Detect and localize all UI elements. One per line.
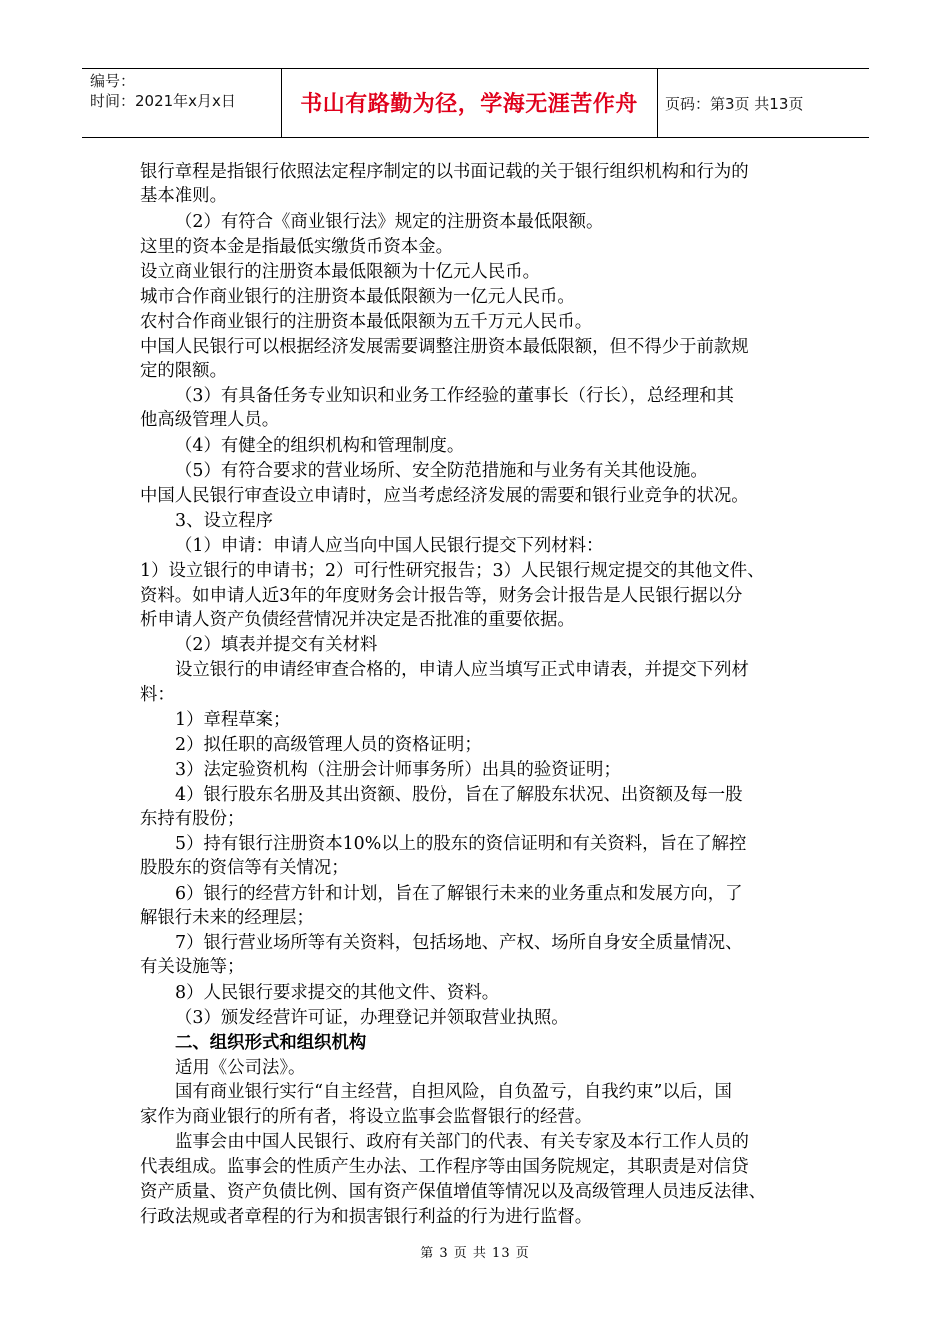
body-line: （2）填表并提交有关材料 — [175, 635, 378, 655]
body-line: 监事会由中国人民银行、政府有关部门的代表、有关专家及本行工作人员的 — [175, 1132, 749, 1152]
body-line: 定的限额。 — [140, 361, 227, 381]
page-footer: 第 3 页 共 13 页 — [420, 1246, 530, 1261]
body-line: 农村合作商业银行的注册资本最低限额为五千万元人民币。 — [140, 312, 593, 332]
body-line: 股股东的资信等有关情况； — [140, 858, 349, 878]
body-line: 设立银行的申请经审查合格的，申请人应当填写正式申请表，并提交下列材 — [175, 660, 749, 680]
body-line: 行政法规或者章程的行为和损害银行利益的行为进行监督。 — [140, 1207, 593, 1227]
serial-label: 编号： — [90, 72, 136, 90]
body-line: 中国人民银行审查设立申请时，应当考虑经济发展的需要和银行业竞争的状况。 — [140, 486, 749, 506]
body-line: 适用《公司法》。 — [175, 1058, 306, 1078]
body-line: 8）人民银行要求提交的其他文件、资料。 — [175, 983, 500, 1003]
body-line: （5）有符合要求的营业场所、安全防范措施和与业务有关其他设施。 — [175, 461, 708, 481]
body-line: 资料。如申请人近3年的年度财务会计报告等，财务会计报告是人民银行据以分 — [140, 586, 743, 606]
body-line: 基本准则。 — [140, 186, 227, 206]
body-line: 东持有股份； — [140, 809, 245, 829]
body-line: 2）拟任职的高级管理人员的资格证明； — [175, 735, 482, 755]
body-line: 3）法定验资机构（注册会计师事务所）出具的验资证明； — [175, 760, 621, 780]
body-line: 5）持有银行注册资本10%以上的股东的资信证明和有关资料，旨在了解控 — [175, 834, 747, 854]
body-line: 1）设立银行的申请书；2）可行性研究报告；3）人民银行规定提交的其他文件、 — [140, 561, 765, 581]
body-line: 有关设施等； — [140, 957, 245, 977]
body-line: 他高级管理人员。 — [140, 410, 280, 430]
body-line: 这里的资本金是指最低实缴货币资本金。 — [140, 237, 454, 257]
body-line: 资产质量、资产负债比例、国有资产保值增值等情况以及高级管理人员违反法律、 — [140, 1182, 767, 1202]
body-line: 析申请人资产负债经营情况并决定是否批准的重要依据。 — [140, 610, 575, 630]
header-meta — [90, 71, 236, 111]
body-line: 4）银行股东名册及其出资额、股份，旨在了解股东状况、出资额及每一股 — [175, 785, 743, 805]
page-header — [82, 68, 869, 138]
body-line: 1）章程草案； — [175, 710, 291, 730]
body-line: 家作为商业银行的所有者，将设立监事会监督银行的经营。 — [140, 1107, 593, 1127]
section-heading: 二、组织形式和组织机构 — [175, 1033, 367, 1053]
body-line: 国有商业银行实行“自主经营，自担风险，自负盈亏，自我约束”以后，国 — [175, 1082, 732, 1102]
header-divider — [657, 69, 658, 137]
date-line: 时间：2021年x月x日 — [90, 92, 236, 110]
body-line: （3）有具备任务专业知识和业务工作经验的董事长（行长），总经理和其 — [175, 386, 734, 406]
body-line: 料： — [140, 685, 175, 705]
body-line: 中国人民银行可以根据经济发展需要调整注册资本最低限额，但不得少于前款规 — [140, 337, 749, 357]
header-page-info: 页码：第3页 共13页 — [665, 95, 804, 113]
body-line: 6）银行的经营方针和计划，旨在了解银行未来的业务重点和发展方向，了 — [175, 884, 743, 904]
body-line: 设立商业银行的注册资本最低限额为十亿元人民币。 — [140, 262, 540, 282]
body-line: 3、设立程序 — [175, 511, 274, 531]
header-motto: 书山有路勤为径，学海无涯苦作舟 — [300, 92, 638, 117]
body-line: 7）银行营业场所等有关资料，包括场地、产权、场所自身安全质量情况、 — [175, 933, 743, 953]
body-line: 城市合作商业银行的注册资本最低限额为一亿元人民币。 — [140, 287, 575, 307]
body-line: 解银行未来的经理层； — [140, 908, 314, 928]
body-line: （4）有健全的组织机构和管理制度。 — [175, 436, 465, 456]
body-line: 代表组成。监事会的性质产生办法、工作程序等由国务院规定，其职责是对信贷 — [140, 1157, 749, 1177]
body-line: （1）申请：申请人应当向中国人民银行提交下列材料： — [175, 536, 604, 556]
body-line: （3）颁发经营许可证，办理登记并领取营业执照。 — [175, 1008, 569, 1028]
body-line: （2）有符合《商业银行法》规定的注册资本最低限额。 — [175, 212, 604, 232]
body-line: 银行章程是指银行依照法定程序制定的以书面记载的关于银行组织机构和行为的 — [140, 162, 749, 182]
